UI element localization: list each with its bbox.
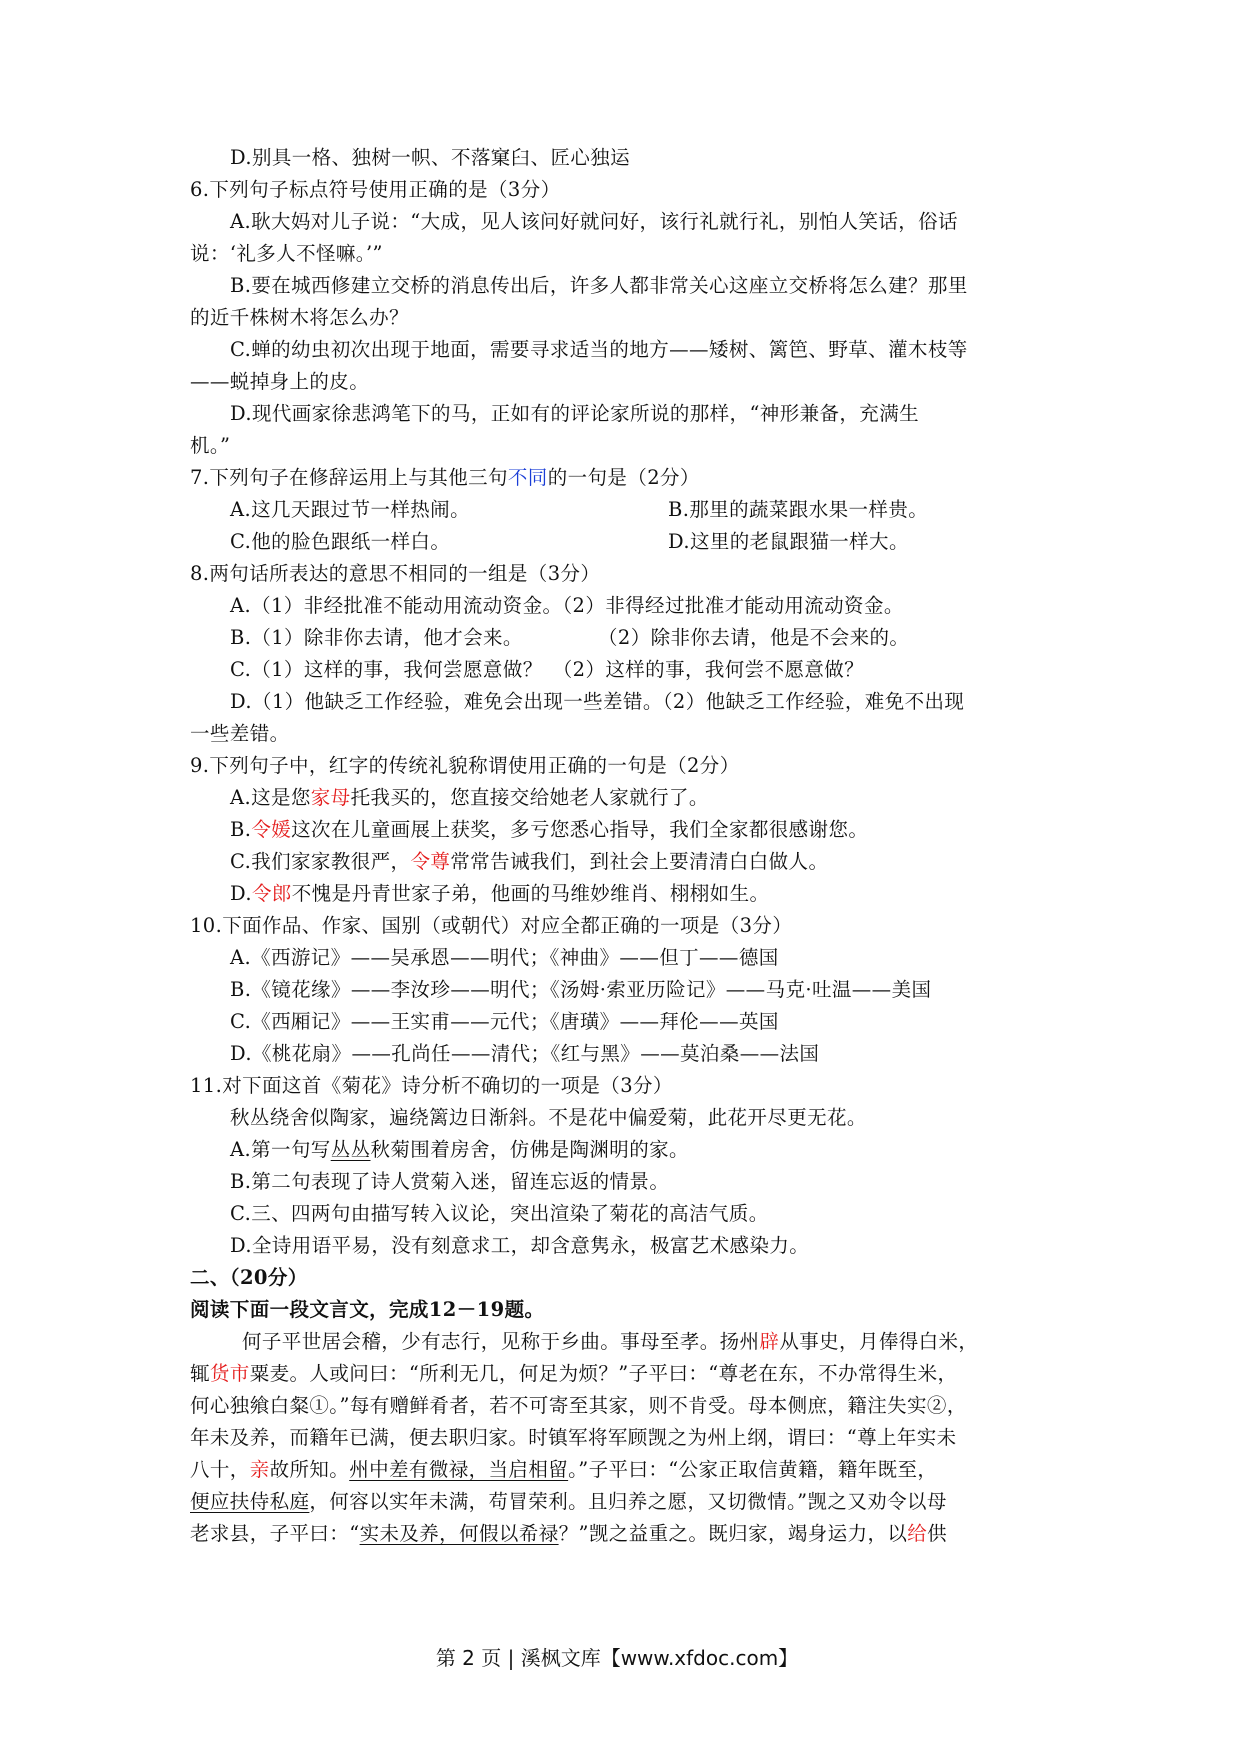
q6-option-a-cont: 说：‘礼多人不怪嘛。’” (190, 242, 383, 265)
q5-option-d: D.别具一格、独树一帜、不落窠臼、匠心独运 (230, 146, 631, 169)
q8-option-b-part2: （2）除非你去请，他是不会来的。 (598, 626, 910, 649)
q6-option-c-cont: ——蜕掉身上的皮。 (190, 370, 370, 393)
text-run: 托我买的，您直接交给她老人家就行了。 (350, 786, 709, 809)
text-run: 粟麦。人或问曰：“所利无几，何足为烦？”子平曰：“尊老在东，不办常得生米， (249, 1362, 958, 1385)
passage-line (190, 1518, 947, 1550)
q11-option-d: D.全诗用语平易，没有刻意求工，却含意隽永，极富艺术感染力。 (230, 1234, 810, 1257)
q8-option-a: A.（1）非经批准不能动用流动资金。（2）非得经过批准才能动用流动资金。 (230, 594, 904, 617)
underlined-text: 实未及养，何假以希禄 (359, 1522, 559, 1545)
q8-option-d-cont: 一些差错。 (190, 722, 290, 745)
q8-option-c: C.（1）这样的事，我何尝愿意做？ （2）这样的事，我何尝不愿意做？ (230, 658, 865, 681)
text-run: B. (230, 818, 252, 841)
passage-line (242, 1326, 978, 1358)
text-run: 故所知。 (269, 1458, 350, 1481)
q11-option-a (230, 1134, 689, 1166)
highlight-red: 货市 (209, 1362, 250, 1385)
text-run: 的一句是（2分） (547, 466, 700, 489)
q10-option-b: B.《镜花缘》——李汝珍——明代；《汤姆·索亚历险记》——马克·吐温——美国 (230, 978, 932, 1001)
text-run: 何子平世居会稽，少有志行，见称于乡曲。事母至孝。扬州 (242, 1330, 760, 1353)
passage-line (190, 1358, 957, 1390)
text-run: 秋菊围着房舍，仿佛是陶渊明的家。 (370, 1138, 689, 1161)
text-run: 供 (927, 1522, 948, 1545)
text-run: 辄 (190, 1362, 210, 1385)
passage-line (190, 1486, 947, 1518)
text-run: 7.下列句子在修辞运用上与其他三句 (190, 466, 508, 489)
underlined-text: 丛丛 (330, 1138, 371, 1161)
text-run: 八十， (190, 1458, 250, 1481)
text-run: 。”子平曰：“公家正取信黄籍，籍年既至， (568, 1458, 938, 1481)
q11-stem: 11.对下面这首《菊花》诗分析不确切的一项是（3分） (190, 1074, 673, 1097)
text-run: 常常告诫我们，到社会上要清清白白做人。 (450, 850, 829, 873)
text-run: 老求县，子平曰：“ (190, 1522, 360, 1545)
q8-option-b-part1: B.（1）除非你去请，他才会来。 (230, 626, 523, 649)
q10-option-d: D.《桃花扇》——孔尚任——清代；《红与黑》——莫泊桑——法国 (230, 1042, 820, 1065)
q6-stem: 6.下列句子标点符号使用正确的是（3分） (190, 178, 561, 201)
q6-option-d: D.现代画家徐悲鸿笔下的马，正如有的评论家所说的那样，“神形兼备，充满生 (230, 402, 920, 425)
q6-option-d-cont: 机。” (190, 434, 231, 457)
text-run: D. (230, 882, 252, 905)
reading-instruction: 阅读下面一段文言文，完成12－19题。 (190, 1298, 545, 1321)
q9-stem: 9.下列句子中，红字的传统礼貌称谓使用正确的一句是（2分） (190, 754, 740, 777)
text-run: 从事史，月俸得白米， (779, 1330, 979, 1353)
text-run: A.这是您 (230, 786, 311, 809)
q8-option-d: D.（1）他缺乏工作经验，难免会出现一些差错。（2）他缺乏工作经验，难免不出现 (230, 690, 965, 713)
q6-option-a: A.耿大妈对儿子说：“大成，见人该问好就问好，该行礼就行礼，别怕人笑话，俗话 (230, 210, 958, 233)
q9-option-d (230, 878, 769, 910)
q10-option-c: C.《西厢记》——王实甫——元代；《唐璜》——拜伦——英国 (230, 1010, 779, 1033)
q9-option-a (230, 782, 709, 814)
highlight-red: 令尊 (410, 850, 451, 873)
passage-line: 年未及养，而籍年已满，便去职归家。时镇军将军顾觊之为州上纲，谓曰：“尊上年实未 (190, 1426, 957, 1449)
q6-option-b: B.要在城西修建立交桥的消息传出后，许多人都非常关心这座立交桥将怎么建？那里 (230, 274, 968, 297)
q7-option-c: C.他的脸色跟纸一样白。 (230, 530, 451, 553)
highlight-blue: 不同 (507, 466, 548, 489)
q6-option-c: C.蝉的幼虫初次出现于地面，需要寻求适当的地方——矮树、篱笆、野草、灌木枝等 (230, 338, 968, 361)
q9-option-b (230, 814, 868, 846)
text-run: ，何容以实年未满，苟冒荣利。且归养之愿，又切微情。”觊之又劝令以母 (309, 1490, 947, 1513)
q7-option-a: A.这几天跟过节一样热闹。 (230, 498, 470, 521)
highlight-red: 亲 (249, 1458, 270, 1481)
q7-stem (190, 462, 700, 494)
underlined-text: 州中差有微禄，当启相留 (349, 1458, 569, 1481)
highlight-red: 令媛 (251, 818, 292, 841)
text-run: 不愧是丹青世家子弟，他画的马维妙维肖、栩栩如生。 (291, 882, 770, 905)
q10-option-a: A.《西游记》——吴承恩——明代；《神曲》——但丁——德国 (230, 946, 779, 969)
q11-option-b: B.第二句表现了诗人赏菊入迷，留连忘返的情景。 (230, 1170, 670, 1193)
passage-line (190, 1454, 937, 1486)
q6-option-b-cont: 的近千株树木将怎么办？ (190, 306, 409, 329)
q9-option-c (230, 846, 828, 878)
highlight-red: 给 (907, 1522, 928, 1545)
q8-stem: 8.两句话所表达的意思不相同的一组是（3分） (190, 562, 601, 585)
section-heading: 二、（20分） (190, 1266, 308, 1289)
highlight-red: 令郎 (251, 882, 292, 905)
text-run: C.我们家家教很严， (230, 850, 411, 873)
text-run: ？”觊之益重之。既归家，竭身运力，以 (558, 1522, 908, 1545)
page-footer: 第 2 页 | 溪枫文库【www.xfdoc.com】 (435, 1646, 799, 1670)
text-run: 这次在儿童画展上获奖，多亏您悉心指导，我们全家都很感谢您。 (291, 818, 869, 841)
highlight-red: 家母 (310, 786, 351, 809)
passage-line: 何心独飨白粲①。”每有赠鲜肴者，若不可寄至其家，则不肯受。母本侧庶，籍注失实②， (190, 1394, 967, 1417)
q11-option-c: C.三、四两句由描写转入议论，突出渲染了菊花的高洁气质。 (230, 1202, 769, 1225)
q10-stem: 10.下面作品、作家、国别（或朝代）对应全都正确的一项是（3分） (190, 914, 793, 937)
q7-option-b: B.那里的蔬菜跟水果一样贵。 (668, 498, 929, 521)
q11-poem: 秋丛绕舍似陶家，遍绕篱边日渐斜。不是花中偏爱菊，此花开尽更无花。 (230, 1106, 867, 1129)
underlined-text: 便应扶侍私庭 (190, 1490, 310, 1513)
q7-option-d: D.这里的老鼠跟猫一样大。 (668, 530, 909, 553)
highlight-red: 辟 (759, 1330, 780, 1353)
text-run: A.第一句写 (230, 1138, 331, 1161)
